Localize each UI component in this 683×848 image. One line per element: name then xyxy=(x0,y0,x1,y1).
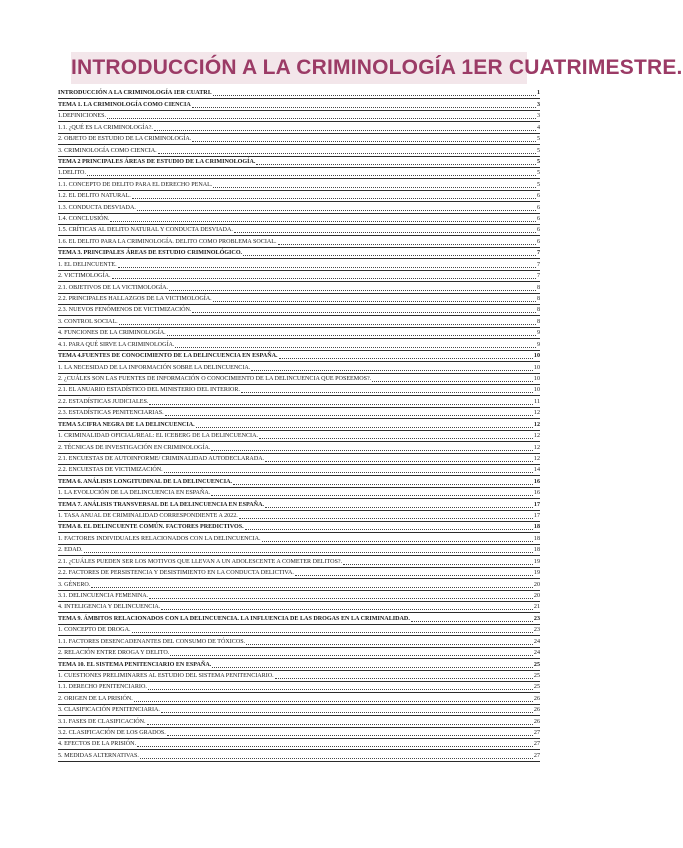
toc-page-number: 25 xyxy=(533,684,540,691)
toc-page-number: 16 xyxy=(533,478,540,485)
toc-entry[interactable] xyxy=(58,305,540,316)
toc-entry-text: 2.1. ¿CUÁLES PUEDEN SER LOS MOTIVOS QUE LLEVAN A UN ADOLESCENTE A COMETER DELITOS?. xyxy=(58,558,343,565)
toc-dot-leader xyxy=(411,620,533,622)
toc-dot-leader xyxy=(211,494,533,496)
toc-dot-leader xyxy=(211,449,533,451)
toc-entry-text: 1.1. FACTORES DESENCADENANTES DEL CONSUMO DE TÓXICOS. xyxy=(58,638,246,645)
toc-entry[interactable] xyxy=(58,533,540,544)
toc-dot-leader xyxy=(279,357,533,359)
toc-page-number: 8 xyxy=(536,318,540,325)
toc-entry-text: 1. LA NECESIDAD DE LA INFORMACIÓN SOBRE LA DELINCUENCIA. xyxy=(58,364,251,371)
toc-page-number: 17 xyxy=(533,501,540,508)
toc-dot-leader xyxy=(246,643,533,645)
toc-page-number: 6 xyxy=(536,216,540,223)
toc-dot-leader xyxy=(239,517,533,519)
toc-dot-leader xyxy=(148,688,533,690)
toc-entry-text: TEMA 6. ANÁLISIS LONGITUDINAL DE LA DELINCUENCIA. xyxy=(58,478,233,485)
toc-entry[interactable] xyxy=(58,259,540,270)
toc-entry-text: 5. MEDIDAS ALTERNATIVAS. xyxy=(58,752,139,759)
toc-entry[interactable] xyxy=(58,545,540,556)
toc-entry[interactable] xyxy=(58,396,540,407)
toc-entry-text: 2. EDAD. xyxy=(58,547,83,554)
toc-entry-text: 2.3. ESTADÍSTICAS PENITENCIARIAS. xyxy=(58,410,164,417)
toc-entry-text: 3. CONTROL SOCIAL. xyxy=(58,318,118,325)
toc-entry-text: 1.6. EL DELITO PARA LA CRIMINOLOGÍA. DELITO COMO PROBLEMA SOCIAL. xyxy=(58,238,277,245)
toc-entry[interactable] xyxy=(58,282,540,293)
toc-page-number: 10 xyxy=(533,387,540,394)
toc-entry-text: 1. FACTORES INDIVIDUALES RELACIONADOS CON LA DELINCUENCIA. xyxy=(58,535,261,542)
toc-entry[interactable] xyxy=(58,728,540,739)
toc-dot-leader xyxy=(241,391,533,393)
toc-entry-text: TEMA 5.CIFRA NEGRA DE LA DELINCUENCIA. xyxy=(58,421,195,428)
table-of-contents xyxy=(58,88,540,762)
toc-dot-leader xyxy=(132,631,533,633)
toc-page-number: 4 xyxy=(536,124,540,131)
toc-page-number: 18 xyxy=(533,547,540,554)
toc-chapter-entry[interactable] xyxy=(58,88,540,99)
toc-page-number: 8 xyxy=(536,296,540,303)
toc-dot-leader xyxy=(295,574,533,576)
toc-dot-leader xyxy=(164,471,533,473)
toc-dot-leader xyxy=(132,197,536,199)
toc-entry-text: 2. VICTIMOLOGÍA. xyxy=(58,273,111,280)
toc-entry[interactable] xyxy=(58,145,540,156)
toc-entry-text: 3.1. FASES DE CLASIFICACIÓN. xyxy=(58,718,146,725)
toc-entry-text: 2. RELACIÓN ENTRE DROGA Y DELITO. xyxy=(58,650,170,657)
toc-entry[interactable] xyxy=(58,202,540,213)
toc-entry[interactable] xyxy=(58,739,540,750)
toc-dot-leader xyxy=(213,300,536,302)
toc-dot-leader xyxy=(251,369,533,371)
toc-entry-text: 2. ¿CUÁLES SON LAS FUENTES DE INFORMACIÓN O CONOCIMIENTO DE LA DELINCUENCIA QUE POSEEMOS?. xyxy=(58,375,372,382)
toc-entry-text: 2.2. FACTORES DE PERSISTENCIA Y DESISTIMIENTO EN LA CONDUCTA DELICTIVA. xyxy=(58,570,294,577)
toc-dot-leader xyxy=(165,414,533,416)
toc-dot-leader xyxy=(84,551,533,553)
toc-entry[interactable] xyxy=(58,316,540,327)
toc-entry[interactable] xyxy=(58,225,540,236)
toc-page-number: 19 xyxy=(533,570,540,577)
toc-entry-text: 1. LA EVOLUCIÓN DE LA DELINCUENCIA EN ESPAÑA. xyxy=(58,490,211,497)
toc-entry-text: 2.2. ENCUESTAS DE VICTIMIZACIÓN. xyxy=(58,467,163,474)
toc-dot-leader xyxy=(192,106,536,108)
toc-page-number: 3 xyxy=(536,113,540,120)
toc-page-number: 9 xyxy=(536,341,540,348)
toc-dot-leader xyxy=(233,483,533,485)
toc-page-number: 7 xyxy=(536,261,540,268)
toc-entry-text: 1. CRIMINALIDAD OFICIAL/REAL: EL ICEBERG DE LA DELINCUENCIA. xyxy=(58,433,259,440)
toc-page-number: 26 xyxy=(533,707,540,714)
toc-page-number: 5 xyxy=(536,181,540,188)
toc-entry[interactable] xyxy=(58,339,540,350)
toc-entry-text: 4. INTELIGENCIA Y DELINCUENCIA. xyxy=(58,604,161,611)
toc-page-number: 17 xyxy=(533,513,540,520)
toc-entry[interactable] xyxy=(58,671,540,682)
toc-dot-leader xyxy=(118,266,536,268)
toc-entry-text: TEMA 2 PRINCIPALES ÁREAS DE ESTUDIO DE LA CRIMINOLOGÍA. xyxy=(58,158,256,165)
toc-chapter-entry[interactable] xyxy=(58,351,540,362)
toc-page-number: 18 xyxy=(533,535,540,542)
toc-page-number: 1 xyxy=(536,90,540,97)
toc-entry[interactable] xyxy=(58,511,540,522)
toc-entry-text: 3.1. DELINCUENCIA FEMENINA. xyxy=(58,592,149,599)
toc-page-number: 27 xyxy=(533,741,540,748)
toc-entry[interactable] xyxy=(58,179,540,190)
toc-page-number: 12 xyxy=(533,421,540,428)
toc-page-number: 12 xyxy=(533,433,540,440)
toc-entry[interactable] xyxy=(58,716,540,727)
toc-page-number: 10 xyxy=(533,375,540,382)
toc-entry[interactable] xyxy=(58,682,540,693)
toc-chapter-entry[interactable] xyxy=(58,476,540,487)
toc-dot-leader xyxy=(134,700,533,702)
toc-page-number: 20 xyxy=(533,592,540,599)
toc-page-number: 6 xyxy=(536,238,540,245)
toc-entry[interactable] xyxy=(58,271,540,282)
toc-dot-leader xyxy=(149,597,533,599)
toc-page-number: 5 xyxy=(536,158,540,165)
toc-dot-leader xyxy=(275,677,533,679)
toc-dot-leader xyxy=(137,209,536,211)
toc-entry-text: 4. FUNCIONES DE LA CRIMINOLOGÍA. xyxy=(58,330,166,337)
toc-dot-leader xyxy=(107,117,536,119)
toc-dot-leader xyxy=(140,757,533,759)
toc-dot-leader xyxy=(213,94,536,96)
toc-page-number: 9 xyxy=(536,330,540,337)
toc-dot-leader xyxy=(169,289,536,291)
toc-entry[interactable] xyxy=(58,134,540,145)
toc-entry-text: 4.1. PARA QUÉ SIRVE LA CRIMINOLOGÍA. xyxy=(58,341,175,348)
toc-entry[interactable] xyxy=(58,488,540,499)
toc-entry-text: 3. GÉNERO. xyxy=(58,581,91,588)
toc-dot-leader xyxy=(158,152,536,154)
toc-entry[interactable] xyxy=(58,465,540,476)
toc-page-number: 18 xyxy=(533,524,540,531)
toc-dot-leader xyxy=(91,586,533,588)
toc-entry[interactable] xyxy=(58,362,540,373)
toc-page-number: 25 xyxy=(533,661,540,668)
toc-entry[interactable] xyxy=(58,328,540,339)
toc-page-number: 23 xyxy=(533,615,540,622)
toc-page-number: 10 xyxy=(533,353,540,360)
toc-page-number: 23 xyxy=(533,627,540,634)
toc-entry-text: 2. OBJETO DE ESTUDIO DE LA CRIMINOLOGÍA. xyxy=(58,136,192,143)
toc-page-number: 26 xyxy=(533,695,540,702)
toc-page-number: 6 xyxy=(536,227,540,234)
toc-dot-leader xyxy=(167,734,533,736)
toc-dot-leader xyxy=(256,163,535,165)
toc-entry[interactable] xyxy=(58,111,540,122)
toc-page-number: 12 xyxy=(533,455,540,462)
toc-entry[interactable] xyxy=(58,750,540,761)
toc-entry-text: 4. EFECTOS DE LA PRISIÓN. xyxy=(58,741,137,748)
toc-entry[interactable] xyxy=(58,236,540,247)
toc-page-number: 5 xyxy=(536,147,540,154)
toc-entry[interactable] xyxy=(58,693,540,704)
toc-dot-leader xyxy=(234,231,536,233)
toc-entry[interactable] xyxy=(58,568,540,579)
toc-page-number: 21 xyxy=(533,604,540,611)
document-title: INTRODUCCIÓN A LA CRIMINOLOGÍA 1ER CUATRIMESTRE. xyxy=(71,56,683,79)
toc-entry-text: 1. TASA ANUAL DE CRIMINALIDAD CORRESPONDIENTE A 2022. xyxy=(58,513,238,520)
title-highlight xyxy=(71,52,683,84)
toc-entry-text: 2. ORIGEN DE LA PRISIÓN. xyxy=(58,695,133,702)
toc-dot-leader xyxy=(87,174,536,176)
toc-chapter-entry[interactable] xyxy=(58,99,540,110)
toc-entry-text: TEMA 3. PRINCIPALES ÁREAS DE ESTUDIO CRIMINOLÓGICO. xyxy=(58,250,243,257)
toc-entry[interactable] xyxy=(58,556,540,567)
toc-entry[interactable] xyxy=(58,374,540,385)
toc-entry[interactable] xyxy=(58,294,540,305)
toc-entry[interactable] xyxy=(58,385,540,396)
toc-entry[interactable] xyxy=(58,122,540,133)
toc-entry[interactable] xyxy=(58,636,540,647)
toc-entry-text: 1.1. DERECHO PENITENCIARIO. xyxy=(58,684,147,691)
toc-dot-leader xyxy=(265,460,533,462)
toc-dot-leader xyxy=(137,745,533,747)
toc-entry-text: 2.2. ESTADÍSTICAS JUDICIALES. xyxy=(58,398,149,405)
toc-dot-leader xyxy=(192,311,536,313)
toc-page-number: 8 xyxy=(536,307,540,314)
toc-chapter-entry[interactable] xyxy=(58,157,540,168)
toc-entry-text: 1.3. CONDUCTA DESVIADA. xyxy=(58,204,136,211)
toc-entry[interactable] xyxy=(58,168,540,179)
toc-entry-text: 2.1. ENCUESTAS DE AUTOINFORME/ CRIMINALIDAD AUTODECLARADA. xyxy=(58,455,265,462)
toc-entry-text: 1.5. CRÍTICAS AL DELITO NATURAL Y CONDUCTA DESVIADA. xyxy=(58,227,233,234)
toc-page-number: 3 xyxy=(536,101,540,108)
toc-entry-text: TEMA 1. LA CRIMINOLOGÍA COMO CIENCIA xyxy=(58,101,191,108)
toc-page-number: 25 xyxy=(533,672,540,679)
toc-dot-leader xyxy=(167,334,536,336)
toc-page-number: 14 xyxy=(533,467,540,474)
toc-entry-text: 2.3. NUEVOS FENÓMENOS DE VICTIMIZACIÓN. xyxy=(58,307,192,314)
toc-dot-leader xyxy=(245,528,533,530)
toc-dot-leader xyxy=(170,654,533,656)
toc-page-number: 5 xyxy=(536,136,540,143)
toc-entry-text: 1.1. CONCEPTO DE DELITO PARA EL DERECHO PENAL. xyxy=(58,181,213,188)
toc-chapter-entry[interactable] xyxy=(58,522,540,533)
toc-entry-text: TEMA 7. ANÁLISIS TRANSVERSAL DE LA DELINCUENCIA EN ESPAÑA. xyxy=(58,501,264,508)
toc-dot-leader xyxy=(343,563,533,565)
toc-entry-text: 1.2. EL DELITO NATURAL. xyxy=(58,193,131,200)
toc-entry[interactable] xyxy=(58,579,540,590)
toc-dot-leader xyxy=(149,403,533,405)
toc-page-number: 24 xyxy=(533,638,540,645)
toc-dot-leader xyxy=(119,323,536,325)
toc-entry-text: TEMA 10. EL SISTEMA PENITENCIARIO EN ESPAÑA. xyxy=(58,661,212,668)
toc-entry[interactable] xyxy=(58,705,540,716)
toc-dot-leader xyxy=(112,277,536,279)
toc-chapter-entry[interactable] xyxy=(58,499,540,510)
toc-entry[interactable] xyxy=(58,191,540,202)
toc-dot-leader xyxy=(265,506,533,508)
toc-entry[interactable] xyxy=(58,431,540,442)
toc-entry-text: TEMA 8. EL DELINCUENTE COMÚN. FACTORES PREDICTIVOS. xyxy=(58,524,244,531)
toc-entry-text: 3.2. CLASIFICACIÓN DE LOS GRADOS. xyxy=(58,730,166,737)
toc-dot-leader xyxy=(110,220,535,222)
toc-entry-text: 1.4. CONCLUSIÓN. xyxy=(58,216,110,223)
toc-dot-leader xyxy=(213,186,536,188)
toc-dot-leader xyxy=(243,254,536,256)
toc-entry[interactable] xyxy=(58,408,540,419)
toc-page-number: 5 xyxy=(536,170,540,177)
toc-page-number: 27 xyxy=(533,730,540,737)
toc-entry[interactable] xyxy=(58,442,540,453)
toc-dot-leader xyxy=(259,437,533,439)
toc-page-number: 8 xyxy=(536,284,540,291)
toc-entry[interactable] xyxy=(58,214,540,225)
toc-dot-leader xyxy=(278,243,536,245)
toc-entry-text: TEMA 9. ÁMBITOS RELACIONADOS CON LA DELINCUENCIA. LA INFLUENCIA DE LAS DROGAS EN LA CRIMINALIDAD. xyxy=(58,615,410,622)
toc-entry-text: 1. CONCEPTO DE DROGA. xyxy=(58,627,131,634)
toc-dot-leader xyxy=(154,129,536,131)
toc-entry[interactable] xyxy=(58,648,540,659)
toc-entry-text: 1.DELITO. xyxy=(58,170,86,177)
toc-entry-text: 1.DEFINICIONES. xyxy=(58,113,107,120)
toc-entry-text: 1. EL DELINCUENTE. xyxy=(58,261,117,268)
toc-entry-text: 3. CLASIFICACIÓN PENITENCIARIA. xyxy=(58,707,160,714)
toc-dot-leader xyxy=(147,723,533,725)
toc-entry-text: INTRODUCCIÓN A LA CRIMINOLOGÍA 1ER CUATRI. xyxy=(58,90,212,97)
toc-chapter-entry[interactable] xyxy=(58,613,540,624)
toc-dot-leader xyxy=(175,346,536,348)
toc-dot-leader xyxy=(161,711,533,713)
toc-entry-text: 2. TÉCNICAS DE INVESTIGACIÓN EN CRIMINOLOGÍA. xyxy=(58,444,211,451)
toc-entry-text: 3. CRIMINOLOGÍA COMO CIENCIA. xyxy=(58,147,157,154)
toc-entry[interactable] xyxy=(58,625,540,636)
toc-page-number: 10 xyxy=(533,364,540,371)
toc-page-number: 7 xyxy=(536,273,540,280)
toc-dot-leader xyxy=(372,380,533,382)
toc-page-number: 20 xyxy=(533,581,540,588)
toc-page-number: 27 xyxy=(533,752,540,759)
toc-entry[interactable] xyxy=(58,454,540,465)
toc-chapter-entry[interactable] xyxy=(58,248,540,259)
toc-page-number: 26 xyxy=(533,718,540,725)
toc-dot-leader xyxy=(212,666,533,668)
toc-page-number: 16 xyxy=(533,490,540,497)
toc-page-number: 19 xyxy=(533,558,540,565)
toc-entry-text: 2.2. PRINCIPALES HALLAZGOS DE LA VICTIMOLOGÍA. xyxy=(58,296,212,303)
toc-entry-text: 2.1. EL ANUARIO ESTADÍSTICO DEL MINISTERIO DEL INTERIOR. xyxy=(58,387,240,394)
toc-page-number: 11 xyxy=(534,398,540,405)
toc-entry-text: 1. CUESTIONES PRELIMINARES AL ESTUDIO DEL SISTEMA PENITENCIARIO. xyxy=(58,672,274,679)
toc-dot-leader xyxy=(161,608,533,610)
toc-page-number: 6 xyxy=(536,193,540,200)
toc-page-number: 6 xyxy=(536,204,540,211)
toc-dot-leader xyxy=(196,426,533,428)
toc-chapter-entry[interactable] xyxy=(58,659,540,670)
toc-dot-leader xyxy=(262,540,533,542)
toc-entry[interactable] xyxy=(58,602,540,613)
toc-page-number: 12 xyxy=(533,444,540,451)
toc-chapter-entry[interactable] xyxy=(58,419,540,430)
toc-page-number: 24 xyxy=(533,650,540,657)
toc-entry-text: 1.1. ¿QUÉ ES LA CRIMINOLOGÍA?. xyxy=(58,124,153,131)
toc-page-number: 7 xyxy=(536,250,540,257)
toc-page-number: 12 xyxy=(533,410,540,417)
toc-dot-leader xyxy=(192,140,536,142)
toc-entry[interactable] xyxy=(58,591,540,602)
toc-entry-text: 2.1. OBJETIVOS DE LA VICTIMOLOGÍA. xyxy=(58,284,169,291)
toc-entry-text: TEMA 4.FUENTES DE CONOCIMIENTO DE LA DELINCUENCIA EN ESPAÑA. xyxy=(58,353,278,360)
